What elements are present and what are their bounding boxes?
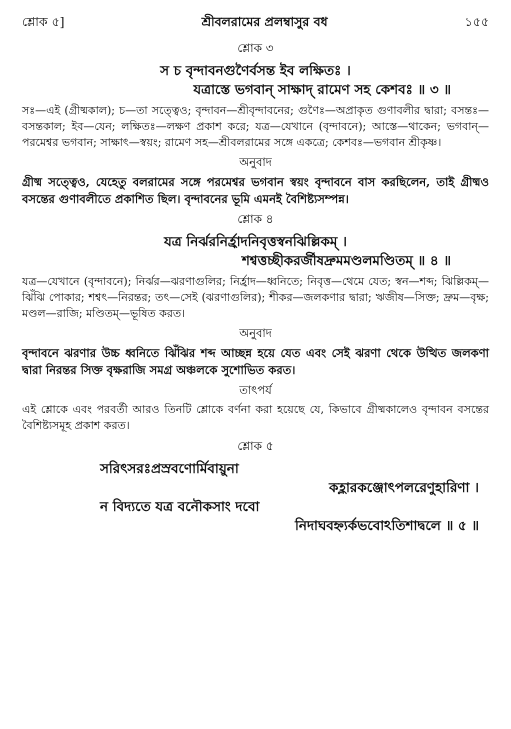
shloka-3-verse	[22, 62, 489, 100]
shloka-4-block	[22, 211, 489, 434]
verse-line: শশ্বত্তচ্ছীকরর্জীষদ্রুমমণ্ডলমণ্ডিতম্ ॥ ৪ ॥	[241, 253, 451, 269]
verse-line: ন বিদ্যতে যত্র বনৌকসাং দবো	[100, 499, 260, 515]
verse-line: যত্রাস্তে ভগবান্ সাক্ষাদ্ রামেণ সহ কেশবঃ ॥ ৩ ॥	[193, 82, 451, 98]
shloka-5-heading: শ্লোক ৫	[237, 439, 274, 453]
shloka-4-purport: এই শ্লোকে এবং পরবর্তী আরও তিনটি শ্লোকে বর্ণনা করা হয়েছে যে, কিভাবে গ্রীষ্মকালেও বৃন্দাবন বসন্তের বৈশিষ্ট্যসমূহ প্রকাশ করত।	[22, 403, 489, 432]
verse-line: কহ্লারকঞ্জোৎপলরেণুহারিণা ।	[328, 480, 479, 496]
shloka-4-heading: শ্লোক ৪	[237, 212, 274, 226]
verse-line: স চ বৃন্দাবনগুণৈর্বসন্ত ইব লক্ষিতঃ ।	[160, 63, 351, 79]
shloka-3-translation: গ্রীষ্ম সত্ত্বেও, যেহেতু বলরামের সঙ্গে পরমেশ্বর ভগবান স্বয়ং বৃন্দাবনে বাস করছিলেন, তাই গ্রীষ্মও বসন্তের গুণাবলীতে প্রকাশিত ছিল। বৃন্দাবনের ভূমি এমনই বৈশিষ্ট্যসম্পন্ন।	[22, 175, 489, 206]
verse-line: নিদাঘবহ্ন্যর্কভবোঽতিশাদ্বলে ॥ ৫ ॥	[295, 518, 479, 534]
shloka-3-block	[22, 40, 489, 207]
shloka-4-translation: বৃন্দাবনে ঝরণার উচ্চ ধ্বনিতে ঝিঁঝির শব্দ আচ্ছন্ন হয়ে যেত এবং সেই ঝরণা থেকে উত্থিত জলকণা দ্বারা নিরন্তর সিক্ত বৃক্ষরাজি সমগ্র অঞ্চলকে সুশোভিত করত।	[22, 346, 489, 377]
running-header	[22, 14, 489, 34]
shloka-3-heading: শ্লোক ৩	[237, 41, 274, 55]
translation-label: অনুবাদ	[239, 155, 272, 169]
verse-line: যত্র নির্ঝরনির্হ্রাদনিবৃত্তস্বনঝিল্লিকম্ ।	[164, 234, 347, 250]
header-verse-ref: শ্লোক ৫]	[22, 14, 65, 29]
shloka-4-word-meanings: যত্র—যেখানে (বৃন্দাবনে); নির্ঝর—ঝরণাগুলির; নির্হ্রাদ—ধ্বনিতে; নিবৃত্ত—থেমে যেত; স্বন—শব্দ; ঝিল্লিকম্—ঝিঁঝি পোকার; শশ্বৎ—নিরন্তর; তৎ—সেই (ঝরণাগুলির); শীকর—জলকণার দ্বারা; ঋজীষ—সিক্ত; দ্রুম—বৃক্ষ; মণ্ডল—রাজি; মণ্ডিতম্—ভূষিত করত।	[22, 275, 489, 320]
header-page-number: ১৫৫	[464, 14, 489, 29]
verse-line: সরিৎসরঃপ্রস্রবণোর্মিবায়ুনা	[100, 461, 239, 477]
shloka-5-block	[22, 438, 489, 536]
shloka-5-verse	[22, 460, 489, 536]
translation-label: অনুবাদ	[239, 326, 272, 340]
shloka-3-word-meanings: সঃ—এই (গ্রীষ্মকাল); চ—তা সত্ত্বেও; বৃন্দাবন—শ্রীবৃন্দাবনের; গুণৈঃ—অপ্রাকৃত গুণাবলীর দ্বারা; বসন্তঃ—বসন্তকাল; ইব—যেন; লক্ষিতঃ—লক্ষণ প্রকাশ করে; যত্র—যেখানে (বৃন্দাবনে); আস্তে—থাকেন; ভগবান্—পরমেশ্বর ভগবান; সাক্ষাৎ—স্বয়ং; রামেণ সহ—শ্রীবলরামের সঙ্গে একত্রে; কেশবঃ—ভগবান শ্রীকৃষ্ণ।	[22, 104, 489, 149]
shloka-4-verse	[22, 233, 489, 271]
header-chapter-title: শ্রীবলরামের প্রলম্বাসুর বধ	[201, 14, 328, 29]
purport-label: তাৎপর্য	[239, 383, 272, 397]
